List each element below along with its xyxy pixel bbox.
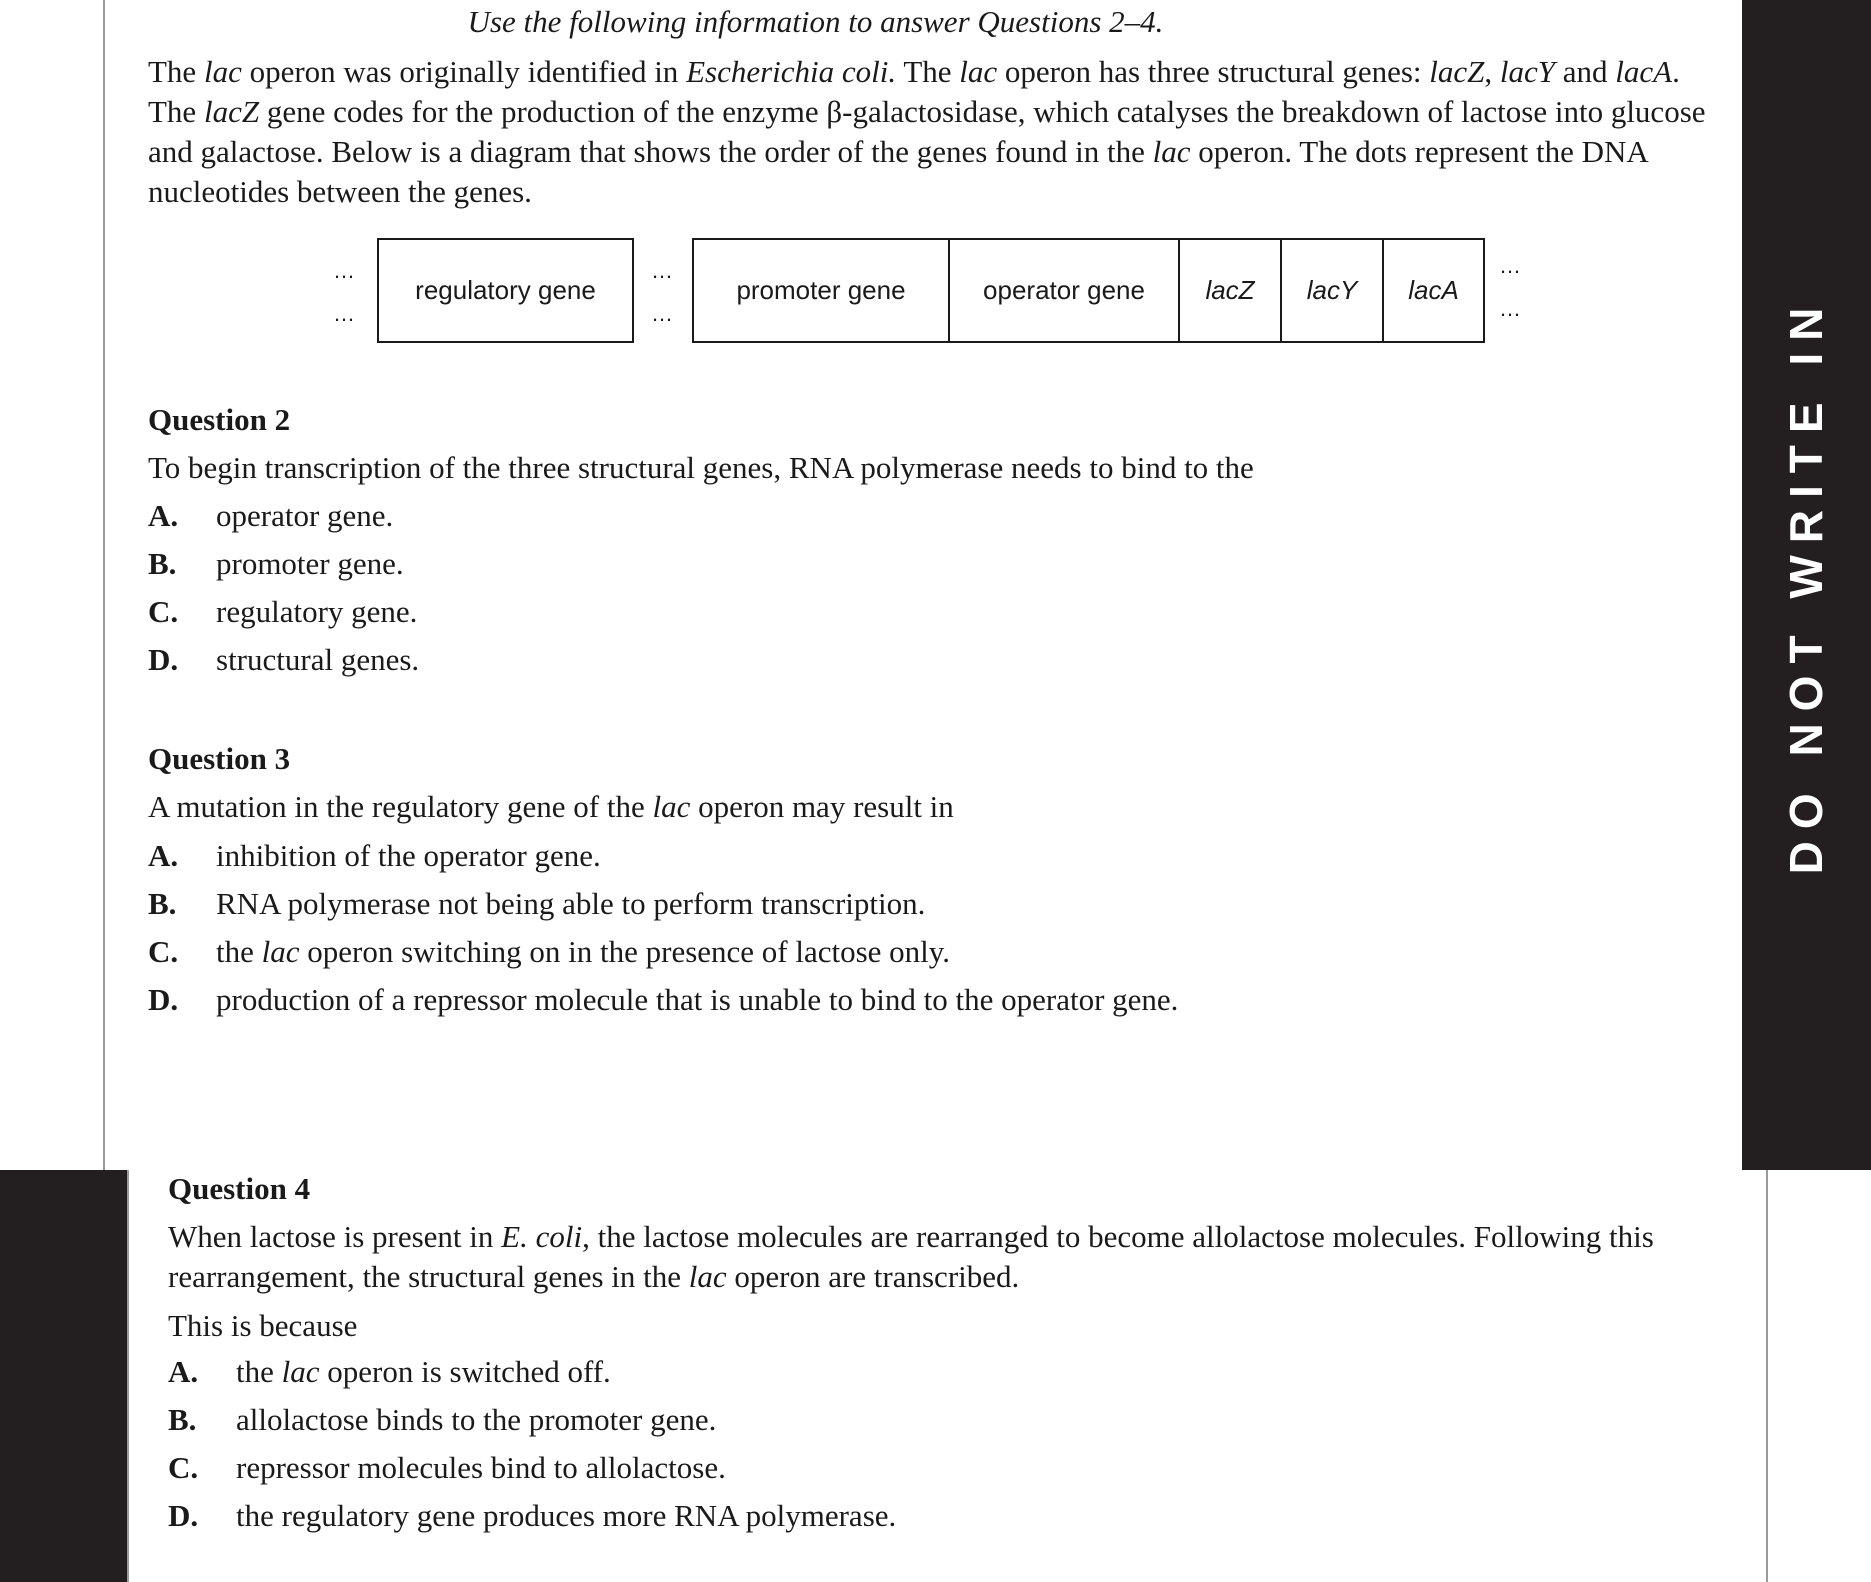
question-2-option-d[interactable] [148, 642, 419, 678]
italic-text-run: lacA [1615, 54, 1673, 89]
text-run: operator gene. [216, 498, 394, 533]
gene-box-promoter: promoter gene [692, 238, 950, 343]
italic-text-run: lac [203, 54, 242, 89]
text-run: , the lactose molecules are rearranged to become allolactose molecules. Following this rearrangement, the structural genes in the [168, 1219, 1654, 1294]
option-text [216, 594, 417, 630]
nucleotide-dots: … [651, 258, 673, 283]
text-run: To begin transcription of the three structural genes, RNA polymerase needs to bind to the [148, 450, 1254, 485]
text-run: . The [148, 54, 1680, 129]
text-run: the [236, 1354, 282, 1389]
option-text [216, 934, 950, 970]
text-run: When lactose is present in [168, 1219, 502, 1254]
question-4-option-d[interactable] [168, 1498, 896, 1534]
page-margin-line-right [1766, 1170, 1768, 1582]
option-letter: B. [168, 1402, 197, 1437]
text-run: the [216, 934, 262, 969]
question-3-option-c[interactable] [148, 934, 950, 970]
text-run: repressor molecules bind to allolactose. [236, 1450, 726, 1485]
option-letter: D. [168, 1498, 199, 1533]
option-letter: B. [148, 546, 177, 581]
option-text [236, 1402, 716, 1438]
text-run: operon switching on in the presence of lactose only. [299, 934, 951, 969]
question-2-option-a[interactable] [148, 498, 393, 534]
text-run: , [1484, 54, 1500, 89]
text-run: operon may result in [690, 789, 954, 824]
text-run: The [148, 54, 204, 89]
italic-text-run: lacZ [203, 94, 260, 129]
italic-text-run: lacZ [1429, 54, 1485, 89]
text-run: promoter gene. [216, 546, 404, 581]
text-run: operon. The dots represent the DNA nucleotides between the genes. [148, 134, 1648, 209]
option-text [216, 546, 404, 582]
text-run: operon has three structural genes: [997, 54, 1430, 89]
question-3-title: Question 3 [148, 741, 291, 776]
nucleotide-dots: … [333, 258, 355, 283]
question-4-option-c[interactable] [168, 1450, 726, 1486]
option-letter: C. [168, 1450, 199, 1485]
option-text [216, 982, 1178, 1018]
gene-box-lacA: lacA [1382, 238, 1485, 343]
question-4-stem [168, 1217, 1708, 1297]
option-letter: A. [148, 838, 179, 873]
question-4-option-b[interactable] [168, 1402, 716, 1438]
nucleotide-dots: … [333, 301, 355, 326]
text-run: operon are transcribed. [726, 1259, 1020, 1294]
option-text [216, 498, 393, 534]
nucleotide-dots: … [1499, 296, 1521, 321]
question-4-title: Question 4 [168, 1171, 311, 1206]
text-run: operon was originally identified in [241, 54, 687, 89]
text-run: The [896, 54, 960, 89]
option-text [236, 1498, 896, 1534]
option-letter: B. [148, 886, 177, 921]
question-2-stem [148, 448, 1708, 488]
option-letter: C. [148, 594, 179, 629]
question-4-stem-continuation: This is because [168, 1308, 358, 1343]
question-3-option-a[interactable] [148, 838, 601, 874]
italic-text-run: lac [261, 934, 300, 969]
option-letter: A. [168, 1354, 199, 1389]
option-letter: C. [148, 934, 179, 969]
question-2-option-b[interactable] [148, 546, 404, 582]
lac-operon-diagram [0, 0, 1871, 360]
page-margin-line-left-lower [127, 1170, 129, 1582]
text-run: inhibition of the operator gene. [216, 838, 601, 873]
italic-text-run: lacY [1499, 54, 1556, 89]
text-run: operon is switched off. [319, 1354, 611, 1389]
question-2-title: Question 2 [148, 402, 291, 437]
italic-text-run: E. coli [501, 1219, 583, 1254]
gene-box-operator: operator gene [948, 238, 1180, 343]
italic-text-run: lac [688, 1259, 727, 1294]
question-3-option-d[interactable] [148, 982, 1178, 1018]
text-run: production of a repressor molecule that is unable to bind to the operator gene. [216, 982, 1179, 1017]
text-run: RNA polymerase not being able to perform transcription. [216, 886, 926, 921]
option-text [236, 1354, 611, 1390]
italic-text-run: lac [1152, 134, 1191, 169]
option-text [216, 642, 419, 678]
text-run: the regulatory gene produces more RNA polymerase. [236, 1498, 897, 1533]
option-text [216, 838, 601, 874]
option-text [236, 1450, 726, 1486]
italic-text-run: Escherichia coli. [686, 54, 897, 89]
question-4-option-a[interactable] [168, 1354, 611, 1390]
option-letter: A. [148, 498, 179, 533]
text-run: gene codes for the production of the enzyme β-galactosidase, which catalyses the breakdown of lactose into glucose and galactose. Below is a diagram that shows the order of the genes found in the [148, 94, 1706, 169]
italic-text-run: lac [959, 54, 998, 89]
question-3-option-b[interactable] [148, 886, 925, 922]
question-3-stem [148, 787, 1708, 827]
text-run: allolactose binds to the promoter gene. [236, 1402, 717, 1437]
option-letter: D. [148, 642, 179, 677]
gene-box-lacZ: lacZ [1178, 238, 1282, 343]
text-run: regulatory gene. [216, 594, 418, 629]
question-2-option-c[interactable] [148, 594, 417, 630]
stimulus-heading: Use the following information to answer Questions 2–4. [467, 4, 1164, 39]
gene-box-regulatory: regulatory gene [377, 238, 634, 343]
option-text [216, 886, 925, 922]
margin-black-band-left [0, 1170, 127, 1582]
text-run: structural genes. [216, 642, 420, 677]
gene-box-lacY: lacY [1280, 238, 1384, 343]
text-run: A mutation in the regulatory gene of the [148, 789, 653, 824]
nucleotide-dots: … [651, 301, 673, 326]
text-run: and [1555, 54, 1616, 89]
option-letter: D. [148, 982, 179, 1017]
italic-text-run: lac [652, 789, 691, 824]
nucleotide-dots: … [1499, 253, 1521, 278]
italic-text-run: lac [281, 1354, 320, 1389]
do-not-write-banner: DO NOT WRITE IN [1780, 295, 1832, 875]
